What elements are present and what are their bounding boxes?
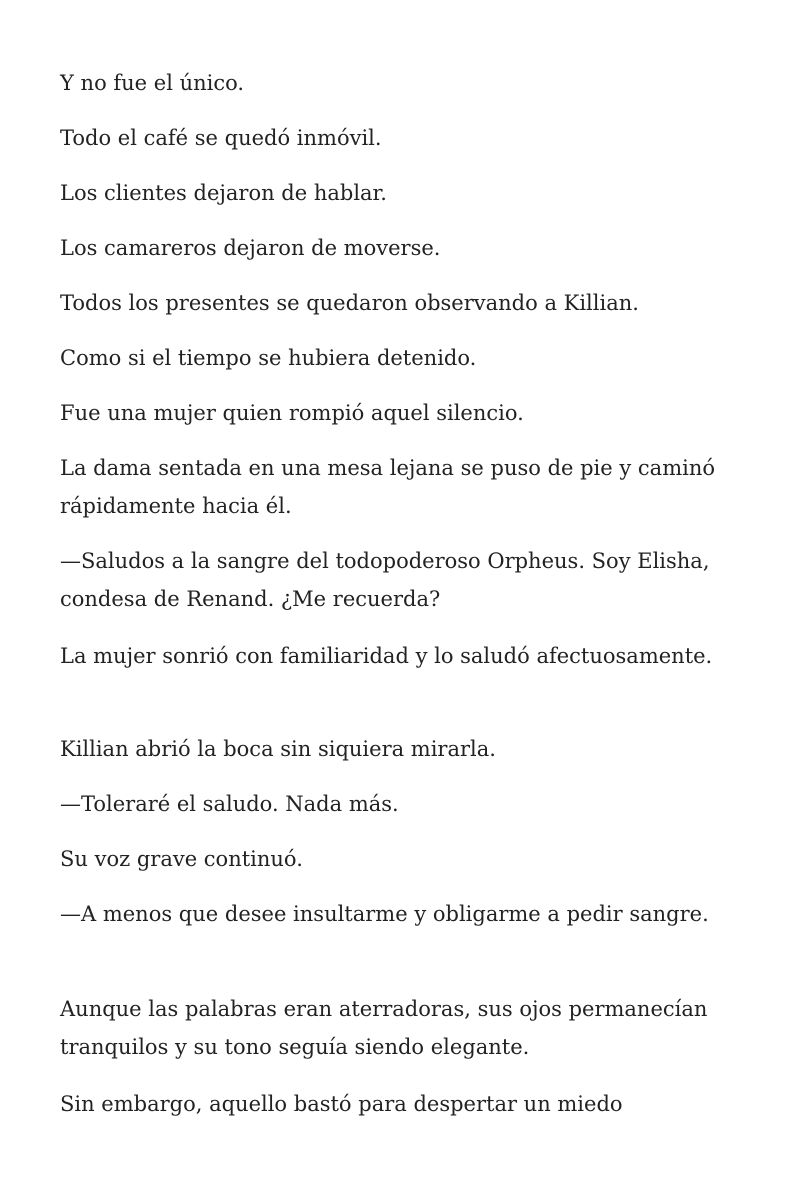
paragraph: —A menos que desee insultarme y obligarme a pedir sangre. [60, 902, 709, 926]
paragraph: Killian abrió la boca sin siquiera mirarla. [60, 737, 496, 761]
paragraph: Los camareros dejaron de moverse. [60, 236, 441, 260]
paragraph: Fue una mujer quien rompió aquel silencio. [60, 401, 524, 425]
paragraph: La dama sentada en una mesa lejana se puso de pie y caminó rápidamente hacia él. [60, 456, 715, 518]
paragraph: Aunque las palabras eran aterradoras, sus ojos permanecían tranquilos y su tono seguía siendo elegante. [60, 997, 708, 1059]
paragraph: Su voz grave continuó. [60, 847, 303, 871]
paragraph: Los clientes dejaron de hablar. [60, 181, 387, 205]
paragraph: Y no fue el único. [60, 71, 245, 95]
paragraph: —Toleraré el saludo. Nada más. [60, 792, 399, 816]
paragraph: Sin embargo, aquello bastó para despertar un miedo [60, 1092, 623, 1116]
paragraph: La mujer sonrió con familiaridad y lo saludó afectuosamente. [60, 644, 713, 668]
paragraph: Como si el tiempo se hubiera detenido. [60, 346, 477, 370]
paragraph: Todos los presentes se quedaron observando a Killian. [60, 291, 639, 315]
paragraph: Todo el café se quedó inmóvil. [60, 126, 382, 150]
paragraph: —Saludos a la sangre del todopoderoso Orpheus. Soy Elisha, condesa de Renand. ¿Me recuerda? [60, 549, 710, 611]
